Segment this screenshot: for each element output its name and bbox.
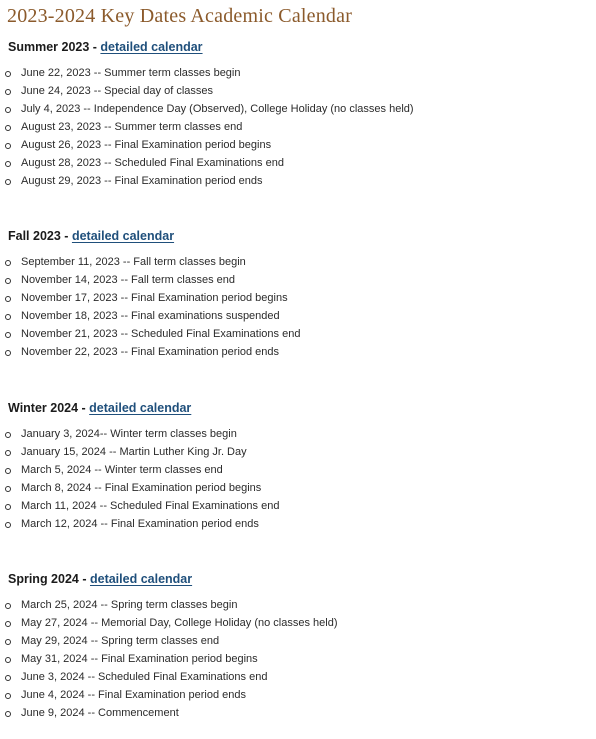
section-heading-label: Spring 2024 - (8, 572, 90, 586)
bullet-icon (5, 639, 11, 645)
list-item-text: March 12, 2024 -- Final Examination period ends (21, 518, 259, 530)
list-item (0, 497, 596, 515)
bullet-icon (5, 693, 11, 699)
list-item (0, 343, 596, 361)
detailed-calendar-link-summer[interactable]: detailed calendar (100, 40, 203, 54)
bullet-icon (5, 107, 11, 113)
list-item-text: November 18, 2023 -- Final examinations suspended (21, 310, 280, 322)
list-item (0, 325, 596, 343)
section-summer-2023 (0, 37, 596, 190)
bullet-icon (5, 522, 11, 528)
bullet-icon (5, 314, 11, 320)
list-item (0, 253, 596, 271)
list-item (0, 704, 596, 722)
list-item-text: July 4, 2023 -- Independence Day (Observed), College Holiday (no classes held) (21, 103, 414, 115)
list-item (0, 289, 596, 307)
bullet-icon (5, 143, 11, 149)
section-heading (8, 569, 596, 589)
section-heading-label: Summer 2023 - (8, 40, 101, 54)
list-item-text: January 3, 2024-- Winter term classes begin (21, 428, 237, 440)
list-item-text: August 28, 2023 -- Scheduled Final Examinations end (21, 157, 284, 169)
list-item-text: June 4, 2024 -- Final Examination period ends (21, 689, 247, 701)
list-item (0, 271, 596, 289)
list-item-text: March 25, 2024 -- Spring term classes begin (21, 599, 238, 611)
list-item (0, 479, 596, 497)
list-item (0, 515, 596, 533)
section-heading-label: Fall 2023 - (8, 229, 72, 243)
key-dates-list (0, 253, 596, 361)
list-item-text: November 17, 2023 -- Final Examination period begins (21, 292, 288, 304)
bullet-icon (5, 432, 11, 438)
list-item (0, 118, 596, 136)
bullet-icon (5, 179, 11, 185)
detailed-calendar-link-spring[interactable]: detailed calendar (89, 572, 193, 586)
list-item-text: November 14, 2023 -- Fall term classes end (21, 274, 235, 286)
list-item (0, 650, 596, 668)
bullet-icon (5, 350, 11, 356)
list-item-text: March 5, 2024 -- Winter term classes end (21, 464, 223, 476)
bullet-icon (5, 711, 11, 717)
list-item (0, 425, 596, 443)
list-item-text: June 22, 2023 -- Summer term classes begin (21, 67, 241, 79)
bullet-icon (5, 657, 11, 663)
list-item (0, 686, 596, 704)
list-item (0, 100, 596, 118)
section-winter-2024 (0, 398, 596, 533)
list-item (0, 136, 596, 154)
list-item-text: August 23, 2023 -- Summer term classes end (21, 121, 243, 133)
page-title: 2023-2024 Key Dates Academic Calendar (7, 5, 353, 27)
list-item-text: September 11, 2023 -- Fall term classes begin (21, 256, 246, 268)
list-item (0, 614, 596, 632)
key-dates-list (0, 425, 596, 533)
section-heading (8, 37, 596, 57)
key-dates-list (0, 64, 596, 190)
list-item-text: August 26, 2023 -- Final Examination period begins (21, 139, 272, 151)
section-heading (8, 398, 596, 418)
list-item (0, 82, 596, 100)
list-item (0, 154, 596, 172)
section-heading-label: Winter 2024 - (8, 401, 90, 415)
bullet-icon (5, 486, 11, 492)
list-item (0, 64, 596, 82)
list-item (0, 461, 596, 479)
bullet-icon (5, 504, 11, 510)
bullet-icon (5, 71, 11, 77)
list-item-text: June 9, 2024 -- Commencement (21, 707, 179, 719)
list-item-text: June 3, 2024 -- Scheduled Final Examinations end (21, 671, 268, 683)
list-item-text: June 24, 2023 -- Special day of classes (21, 85, 214, 97)
list-item-text: May 29, 2024 -- Spring term classes end (21, 635, 220, 647)
bullet-icon (5, 468, 11, 474)
list-item-text: May 31, 2024 -- Final Examination period begins (21, 653, 258, 665)
section-fall-2023 (0, 226, 596, 361)
bullet-icon (5, 89, 11, 95)
key-dates-list (0, 596, 596, 722)
list-item-text: January 15, 2024 -- Martin Luther King Jr. Day (21, 446, 247, 458)
section-spring-2024 (0, 569, 596, 722)
list-item (0, 443, 596, 461)
detailed-calendar-link-fall[interactable]: detailed calendar (71, 229, 175, 243)
bullet-icon (5, 260, 11, 266)
list-item (0, 172, 596, 190)
list-item-text: August 29, 2023 -- Final Examination period ends (21, 175, 263, 187)
list-item (0, 596, 596, 614)
bullet-icon (5, 332, 11, 338)
list-item-text: November 22, 2023 -- Final Examination period ends (21, 346, 280, 358)
list-item-text: March 11, 2024 -- Scheduled Final Examinations end (21, 500, 280, 512)
bullet-icon (5, 621, 11, 627)
bullet-icon (5, 125, 11, 131)
list-item (0, 668, 596, 686)
list-item (0, 632, 596, 650)
section-heading (8, 226, 596, 246)
detailed-calendar-link-winter[interactable]: detailed calendar (89, 401, 192, 415)
bullet-icon (5, 603, 11, 609)
list-item-text: November 21, 2023 -- Scheduled Final Examinations end (21, 328, 301, 340)
bullet-icon (5, 161, 11, 167)
bullet-icon (5, 675, 11, 681)
bullet-icon (5, 450, 11, 456)
list-item-text: March 8, 2024 -- Final Examination period begins (21, 482, 262, 494)
bullet-icon (5, 278, 11, 284)
bullet-icon (5, 296, 11, 302)
list-item (0, 307, 596, 325)
list-item-text: May 27, 2024 -- Memorial Day, College Holiday (no classes held) (21, 617, 338, 629)
